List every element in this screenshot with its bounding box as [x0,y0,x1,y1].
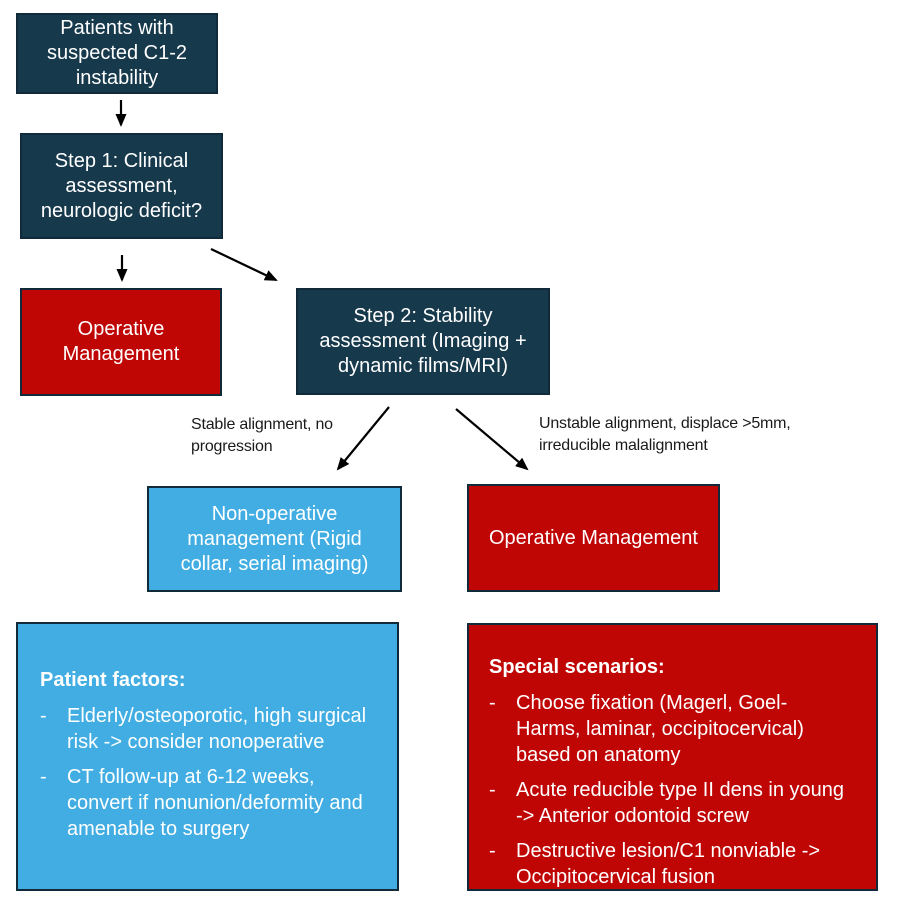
node-step2-label: Step 2: Stability assessment (Imaging + dynamic films/MRI) [319,305,527,377]
bullet-text: Choose fixation (Magerl, Goel-Harms, laminar, occipitocervical) based on anatomy [516,692,804,766]
info-box-patient-factors [16,622,399,891]
node-non-operative-management [147,486,402,592]
node-operative-right-label: Operative Management [488,526,698,549]
info-box-special-scenarios [467,623,878,891]
special-scenarios-list [489,690,848,890]
bullet-text: Elderly/osteoporotic, high surgical risk -> consider nonoperative [67,705,367,753]
dash-marker [40,703,67,755]
bullet-text: CT follow-up at 6-12 weeks, convert if nonunion/deformity and amenable to surgery [67,766,363,840]
patient-factors-list [40,703,367,842]
edge-label-unstable-alignment: Unstable alignment, displace >5mm, irreducible malalignment [539,415,791,454]
bullet-item [40,703,367,755]
node-suspected-instability [16,13,218,94]
dash-marker [489,838,516,890]
node-operative-management-right [467,484,720,592]
bullet-item [489,690,848,768]
node-non-operative-label: Non-operative management (Rigid collar, serial imaging) [180,502,369,575]
bullet-text: Destructive lesion/C1 nonviable -> Occipitocervical fusion [516,840,821,888]
dash-marker [489,690,516,768]
bullet-item [489,838,848,890]
arrow-step1-to-step2 [211,249,276,280]
patient-factors-heading: Patient factors: [40,669,186,691]
node-step1-label: Step 1: Clinical assessment, neurologic deficit? [40,149,203,222]
node-operative-management-left [20,288,222,396]
dash-marker [40,764,67,842]
edge-label-stable-alignment: Stable alignment, no progression [191,416,333,455]
node-operative-left-label: Operative Management [62,318,180,365]
arrow-step2-to-operative [456,409,527,469]
node-suspected-instability-label: Patients with suspected C1-2 instability [46,17,188,89]
bullet-item [40,764,367,842]
bullet-text: Acute reducible type II dens in young -> Anterior odontoid screw [516,779,844,827]
node-step2-stability-assessment [296,288,550,395]
dash-marker [489,777,516,829]
node-step1-clinical-assessment [20,133,223,239]
bullet-item [489,777,848,829]
special-scenarios-heading: Special scenarios: [489,656,665,678]
